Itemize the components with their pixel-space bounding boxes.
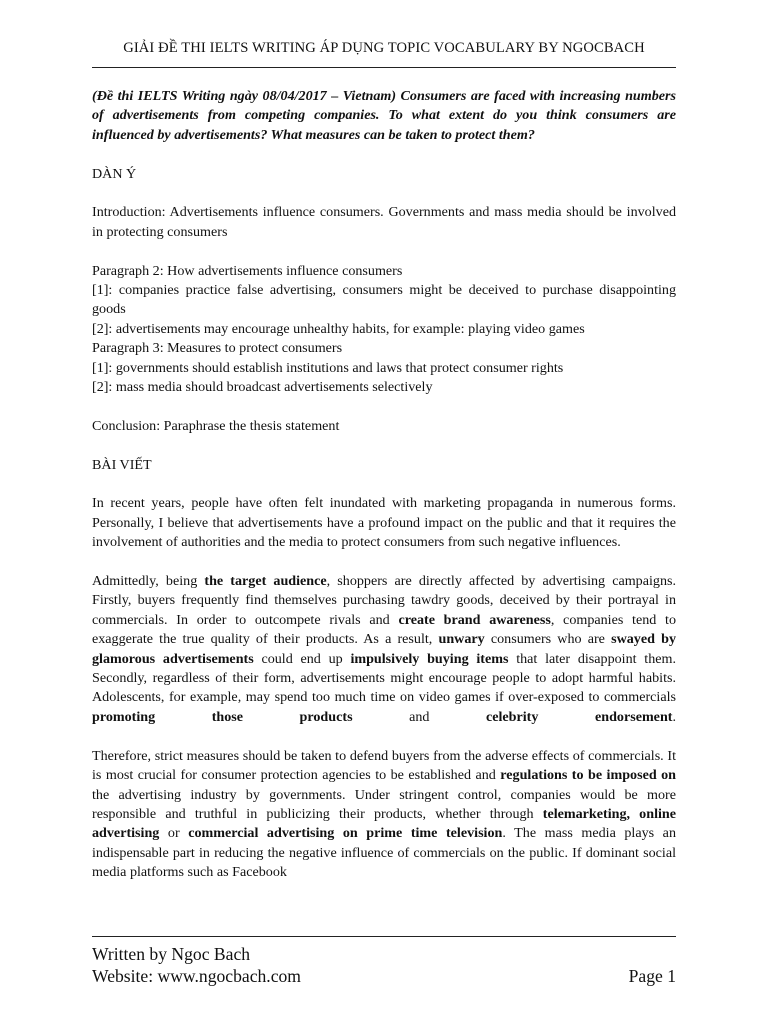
essay-prompt: (Đề thi IELTS Writing ngày 08/04/2017 – Vietnam) Consumers are faced with increasing numbers of advertisements from competing companies. To what extent do you think consumers are influenced by advertisements? What measures can be taken to protect them? [92, 88, 676, 143]
body2-text: . The mass media plays an indispensable part in reducing the negative influence of commercials on the public. If dominant social media platforms such as Facebook [92, 825, 676, 881]
outline-paragraph2-point1: [1]: companies practice false advertising, consumers might be deceived to purchase disappointing goods [92, 282, 676, 318]
body1-text: . [672, 708, 677, 725]
page-number: Page 1 [628, 966, 676, 986]
body1-keyword: celebrity [485, 708, 539, 725]
body2-keyword: regulations to be imposed on [500, 767, 677, 784]
outline-conclusion: Conclusion: Paraphrase the thesis statement [92, 417, 340, 434]
outline-paragraph3-title: Paragraph 3: Measures to protect consumers [92, 340, 343, 357]
body1-keyword: endorsement [594, 708, 673, 725]
header-divider [92, 67, 676, 68]
body1-keyword: swayed by glamorous advertisements [92, 631, 676, 667]
body2-text: or [159, 825, 189, 842]
body1-text: consumers who are [484, 631, 612, 648]
footer-author: Written by Ngoc Bach [92, 944, 251, 964]
body2-text: the advertising industry by governments. Under stringent control, companies would be more responsible and truthful in publicizing their products, whether through [92, 786, 676, 822]
page-footer [92, 943, 676, 987]
body1-text: , companies tend to exaggerate the true quality of their products. As a result, [92, 611, 677, 648]
footer-divider [92, 936, 676, 937]
body1-text: Admittedly, being [92, 573, 205, 590]
body1-keyword: promoting those products [92, 708, 353, 725]
outline-introduction: Introduction: Advertisements influence consumers. Governments and mass media should be involved in protecting consumers [92, 204, 676, 240]
outline-paragraph3-point1: [1]: governments should establish institutions and laws that protect consumer rights [92, 359, 564, 376]
body2-keyword: telemarketing, online advertising [92, 805, 676, 842]
footer-website: Website: www.ngocbach.com [92, 966, 301, 986]
body1-text: could end up [253, 650, 351, 667]
body1-text: and [352, 708, 486, 725]
body2-keyword: commercial advertising on prime time television [188, 825, 503, 842]
outline-paragraph2-point2: [2]: advertisements may encourage unhealthy habits, for example: playing video games [92, 320, 585, 337]
essay-heading: BÀI VIẾT [92, 456, 152, 473]
essay-introduction: In recent years, people have often felt inundated with marketing propaganda in numerous forms. Personally, I believe that advertisements have a profound impact on the public and that it requires the involvement of authorities and the media to protect consumers from such negative influences. [92, 495, 676, 551]
essay-body-paragraph-2 [92, 747, 676, 883]
body1-keyword: create brand awareness [398, 611, 551, 628]
body1-keyword: impulsively buying items [350, 650, 509, 667]
essay-body-paragraph-1 [92, 572, 676, 727]
outline-paragraph2-title: Paragraph 2: How advertisements influence consumers [92, 262, 403, 279]
outline-heading: DÀN Ý [92, 165, 137, 182]
body1-text: that later disappoint them. Secondly, regardless of their form, advertisements might encourage people to adopt harmful habits. Adolescents, for example, may spend too much time on video games if over-exposed to commercials [92, 650, 677, 706]
body1-keyword: unwary [438, 631, 485, 648]
page-header: GIẢI ĐỀ THI IELTS WRITING ÁP DỤNG TOPIC VOCABULARY BY NGOCBACH [123, 40, 645, 56]
body1-keyword: the target audience [204, 573, 327, 590]
document-body [92, 87, 676, 883]
body1-text: , shoppers are directly affected by advertising campaigns. Firstly, buyers frequently find themselves purchasing tawdry goods, deceived by their portrayal in commercials. In order to outcompete rivals and [92, 573, 676, 628]
outline-paragraph3-point2: [2]: mass media should broadcast advertisements selectively [92, 379, 433, 396]
body2-text: Therefore, strict measures should be taken to defend buyers from the adverse effects of commercials. It is most crucial for consumer protection agencies to be established and [92, 747, 676, 784]
